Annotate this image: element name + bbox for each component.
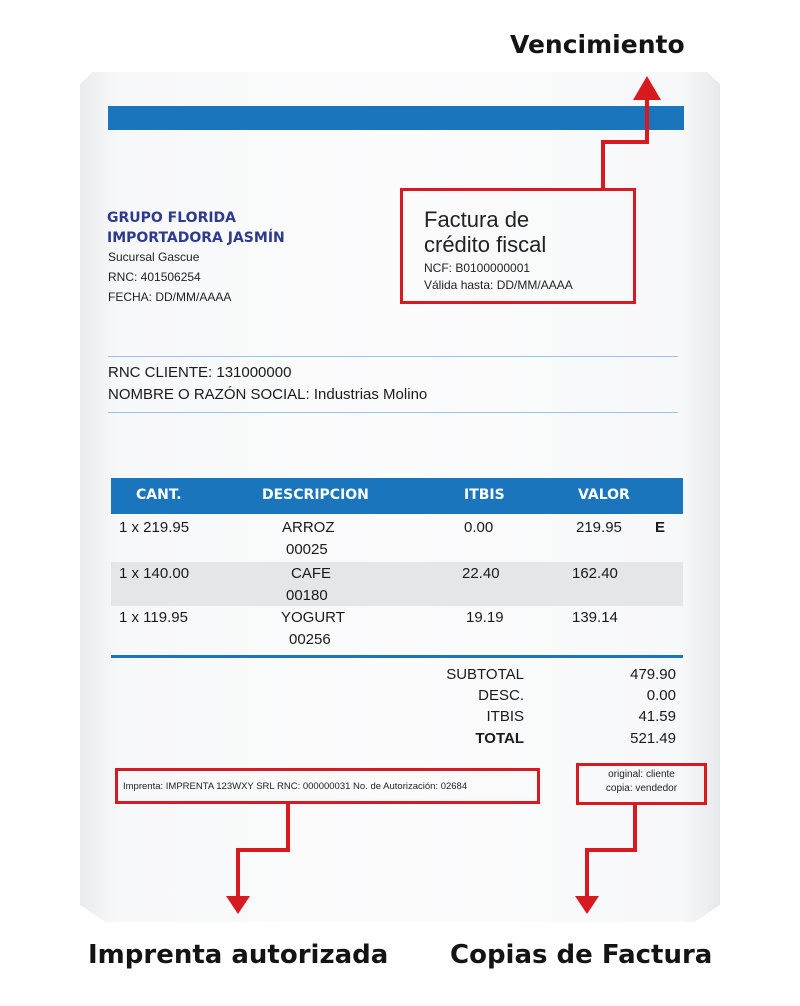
printer-arrow-lower [236,848,240,898]
printer-arrow-upper [286,804,290,852]
client-rnc: RNC CLIENTE: 131000000 [108,364,292,381]
row3-desc: YOGURT [281,609,345,626]
subtotal-label: SUBTOTAL [446,666,524,683]
printer-arrow-elbow [236,848,290,852]
row1-flag: E [655,519,666,536]
header-bar [108,106,684,130]
total-label: TOTAL [475,730,524,747]
copy-original: original: cliente [608,769,675,780]
row1-code: 00025 [286,541,328,558]
arrow-down-icon [575,896,599,914]
copies-arrow-lower [585,848,589,898]
arrow-down-icon [226,896,250,914]
subtotal-value: 479.90 [630,666,676,683]
header-valor: VALOR [578,487,630,503]
row3-value: 139.14 [572,609,618,626]
row3-code: 00256 [289,631,331,648]
printer-info: Imprenta: IMPRENTA 123WXY SRL RNC: 000000031 No. de Autorización: 02684 [123,781,468,792]
row2-itbis: 22.40 [462,565,500,582]
vencimiento-annotation: Vencimiento [510,30,685,59]
itbis-value: 41.59 [638,708,676,725]
invoice-title-line1: Factura de [424,207,530,232]
issuer-names [107,208,285,248]
copies-arrow-elbow [585,848,637,852]
itbis-label: ITBIS [486,708,524,725]
client-name: NOMBRE O RAZÓN SOCIAL: Industrias Molino [108,386,428,403]
row2-qty: 1 x 140.00 [119,565,190,582]
copy-vendedor: copia: vendedor [605,783,678,794]
desc-label: DESC. [478,687,524,704]
invoice-valid-until: Válida hasta: DD/MM/AAAA [424,278,573,292]
row1-value: 219.95 [576,519,622,536]
issuer-importer: IMPORTADORA JASMÍN [107,230,285,246]
row1-itbis: 0.00 [464,519,494,536]
total-value: 521.49 [630,730,676,747]
invoice-ncf: NCF: B0100000001 [424,261,531,275]
row1-qty: 1 x 219.95 [119,519,190,536]
issuer-group: GRUPO FLORIDA [107,210,237,226]
divider-bottom [108,412,678,413]
issuer-fecha: FECHA: DD/MM/AAAA [108,290,232,304]
desc-value: 0.00 [646,687,676,704]
row2-code: 00180 [286,587,328,604]
imprenta-annotation: Imprenta autorizada [88,940,389,970]
copies-arrow-upper [633,804,637,852]
copias-annotation: Copias de Factura [450,940,713,970]
issuer-rnc: RNC: 401506254 [108,270,201,284]
header-cant: CANT. [136,487,182,503]
header-descripcion: DESCRIPCION [262,487,369,503]
row2-value: 162.40 [572,565,618,582]
invoice-title-line2: crédito fiscal [424,232,547,257]
issuer-branch: Sucursal Gascue [108,250,200,264]
vencimiento-arrow-lower [601,140,605,190]
vencimiento-arrow-elbow [601,140,649,144]
arrow-up-icon [633,76,661,100]
row3-itbis: 19.19 [466,609,504,626]
row2-desc: CAFE [291,565,332,582]
table-bottom-rule [111,655,683,658]
row1-desc: ARROZ [282,519,335,536]
header-itbis: ITBIS [464,487,505,503]
divider-top [108,356,678,357]
row3-qty: 1 x 119.95 [119,609,188,626]
vencimiento-arrow-upper [645,95,649,144]
